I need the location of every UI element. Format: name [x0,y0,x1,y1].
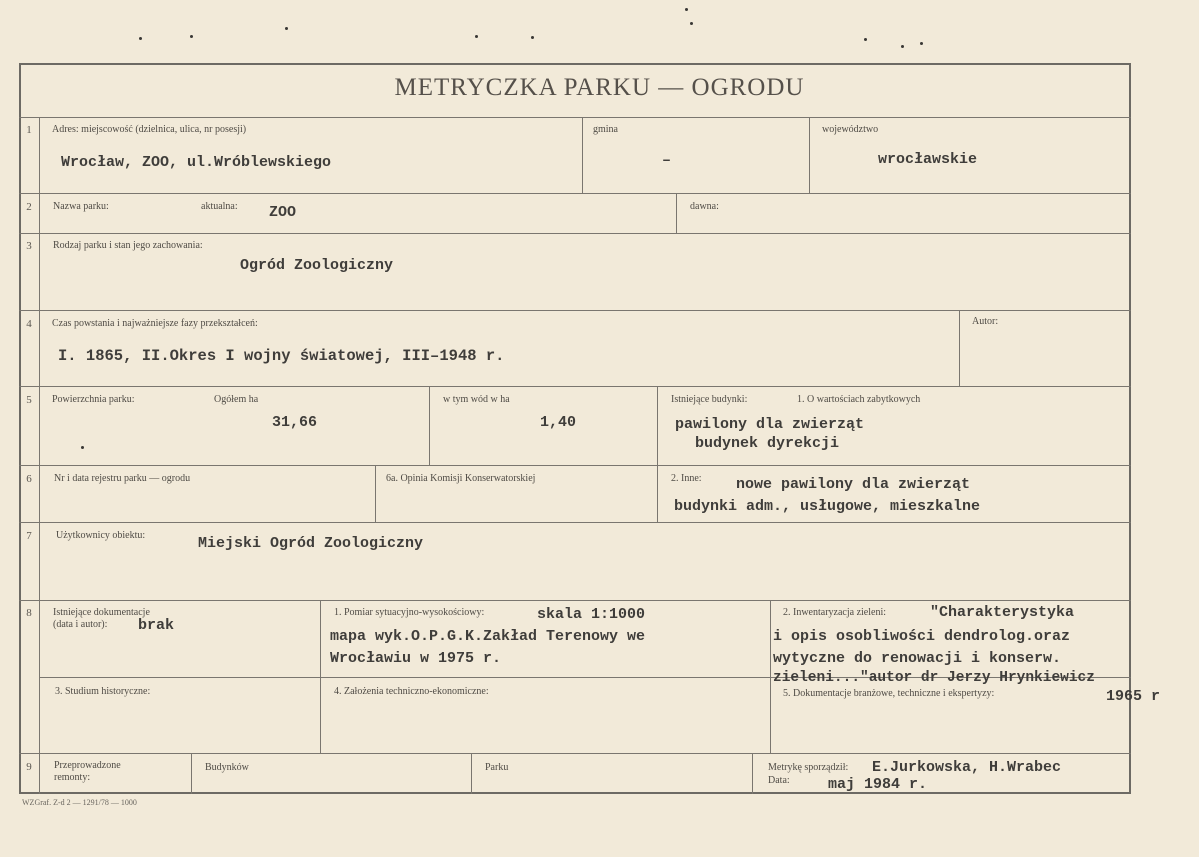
water-area-value: 1,40 [540,414,577,431]
paper-speck [864,38,867,41]
history-study-label: 3. Studium historyczne: [55,686,151,697]
greenery-label: 2. Inwentaryzacja zieleni: [783,607,886,618]
paper-speck [901,45,904,48]
park-name-label: Nazwa parku: [53,201,109,212]
row-number: 2 [26,201,32,213]
park-type-value: Ogród Zoologiczny [240,257,394,274]
docs-label: Istniejące dokumentacje [53,607,150,618]
row-divider [19,600,1131,601]
monument-buildings-line: budynek dyrekcji [695,435,840,452]
founding-value: I. 1865, II.Okres I wojny światowej, III–1948 r. [58,347,505,365]
tech-econ-label: 4. Założenia techniczno-ekonomiczne: [334,686,489,697]
docs-label: (data i autor): [53,619,108,630]
park-type-label: Rodzaj parku i stan jego zachowania: [53,240,203,251]
prepared-by-label: Metrykę sporządził: [768,762,849,773]
total-area-label: Ogółem ha [214,394,259,405]
commission-opinion-label: 6a. Opinia Komisji Konserwatorskiej [386,473,536,484]
cell-divider [471,753,472,794]
other-buildings-line: nowe pawilony dla zwierząt [736,476,971,493]
cell-divider [770,600,771,753]
form-title: METRYCZKA PARKU — OGRODU [394,74,805,101]
buildings-label: Istniejące budynki: [671,394,748,405]
cell-divider [375,465,376,522]
row-divider [19,522,1131,523]
monument-buildings-label: 1. O wartościach zabytkowych [797,394,921,405]
row-number: 7 [26,530,32,542]
paper-speck [139,37,142,40]
date-label: Data: [768,775,790,786]
paper-speck [81,446,84,449]
current-name-label: aktualna: [201,201,238,212]
paper-speck [690,22,693,25]
area-label: Powierzchnia parku: [52,394,135,405]
gmina-value: – [662,152,672,169]
park-renov-label: Parku [485,762,509,773]
date-value: maj 1984 r. [828,776,928,793]
water-area-label: w tym wód w ha [443,394,510,405]
cell-divider [429,386,430,465]
paper-speck [685,8,688,11]
row-number: 6 [26,473,32,485]
survey-line: Wrocławiu w 1975 r. [330,650,502,667]
other-buildings-label: 2. Inne: [671,473,702,484]
survey-line: skala 1:1000 [537,606,646,623]
address-value: Wrocław, ZOO, ul.Wróblewskiego [61,154,332,171]
voivodeship-label: województwo [822,124,879,135]
branch-docs-label: 5. Dokumentacje branżowe, techniczne i ekspertyzy: [783,688,995,699]
greenery-line: zieleni..."autor dr Jerzy Hrynkiewicz [773,670,1095,686]
row-divider [19,465,1131,466]
cell-divider [809,117,810,193]
row-divider [19,193,1131,194]
cell-divider [320,600,321,753]
row-divider [19,753,1131,754]
survey-line: mapa wyk.O.P.G.K.Zakład Terenowy we [330,628,646,645]
founding-label: Czas powstania i najważniejsze fazy przekształceń: [52,318,258,329]
survey-label: 1. Pomiar sytuacyjno-wysokościowy: [334,607,485,618]
number-column-line [39,117,40,794]
users-value: Miejski Ogród Zoologiczny [198,535,424,552]
voivodeship-value: wrocławskie [878,151,978,168]
register-label: Nr i data rejestru parku — ogrodu [54,473,191,484]
docs-value: brak [138,617,175,634]
paper-speck [285,27,288,30]
greenery-line: "Charakterystyka [930,604,1075,621]
buildings-renov-label: Budynków [205,762,249,773]
total-area-value: 31,66 [272,414,318,431]
cell-divider [752,753,753,794]
cell-divider [657,386,658,522]
current-name-value: ZOO [269,204,297,221]
row-number: 1 [26,124,32,136]
cell-divider [959,310,960,386]
renovations-label: remonty: [54,772,91,783]
paper-speck [190,35,193,38]
former-name-label: dawna: [690,201,719,212]
prepared-by-value: E.Jurkowska, H.Wrabec [872,759,1062,776]
greenery-line: wytyczne do renowacji i konserw. [773,650,1062,667]
paper-speck [531,36,534,39]
other-buildings-line: budynki adm., usługowe, mieszkalne [674,498,981,515]
row-number: 9 [26,761,32,773]
row-divider [19,310,1131,311]
renovations-label: Przeprowadzone [54,760,121,771]
users-label: Użytkownicy obiektu: [56,530,146,541]
paper-speck [475,35,478,38]
row-divider [19,117,1131,118]
gmina-label: gmina [593,124,618,135]
row-divider [19,233,1131,234]
author-label: Autor: [972,316,999,327]
monument-buildings-line: pawilony dla zwierząt [675,416,865,433]
row-number: 8 [26,607,32,619]
row-divider [19,386,1131,387]
greenery-year: 1965 r [1106,688,1161,705]
row-number: 5 [26,394,32,406]
cell-divider [676,193,677,233]
paper-speck [920,42,923,45]
cell-divider [582,117,583,193]
address-label: Adres: miejscowość (dzielnica, ulica, nr posesji) [52,124,247,135]
print-footer: WZGraf. Z-d 2 — 1291/78 — 1000 [22,798,137,807]
cell-divider [191,753,192,794]
row-number: 3 [26,240,32,252]
greenery-line: i opis osobliwości dendrolog.oraz [773,628,1071,645]
row-number: 4 [26,318,32,330]
